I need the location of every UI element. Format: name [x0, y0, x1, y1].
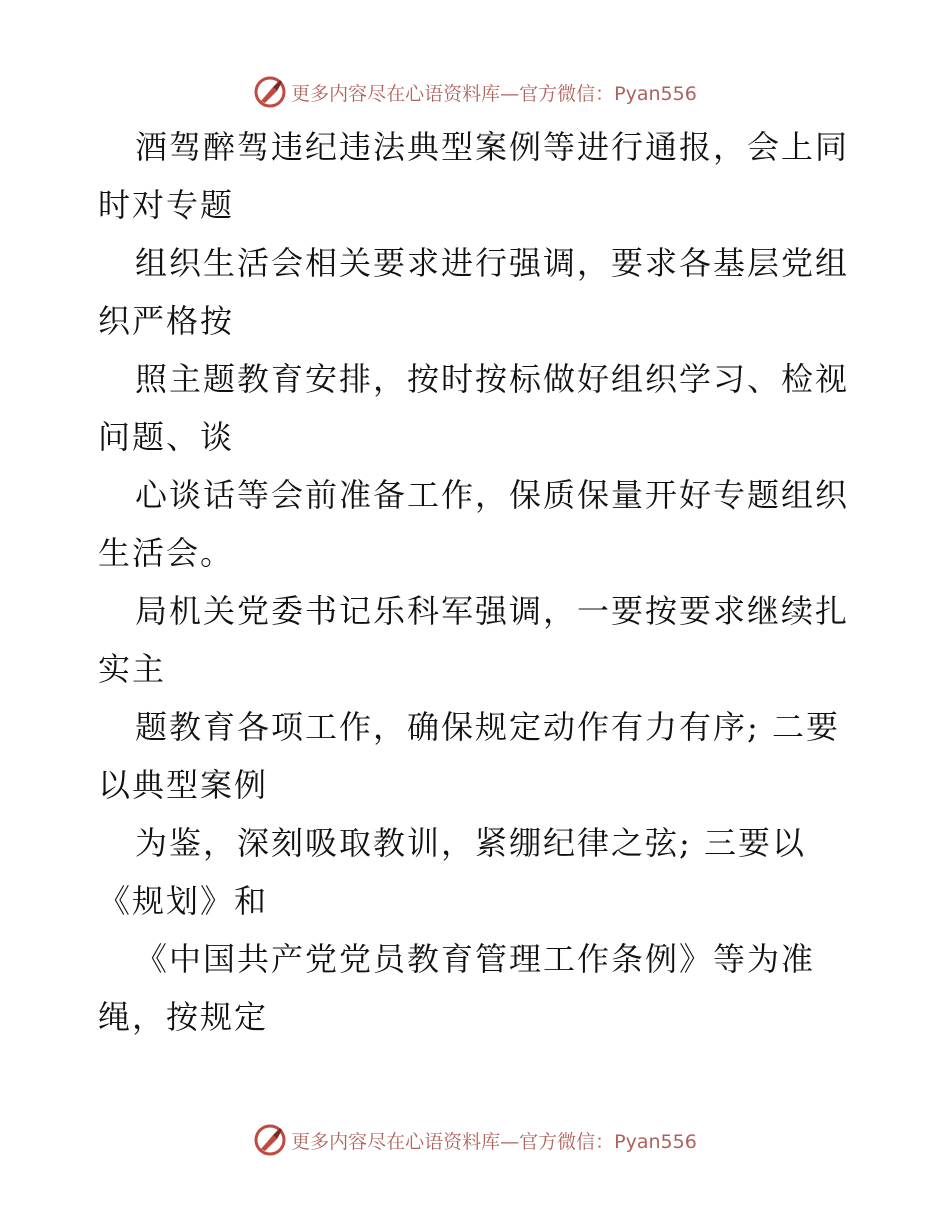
- paragraph-line: 《规划》和: [98, 882, 269, 920]
- banner-wechat-id: Pyan556: [614, 82, 697, 105]
- paragraph: [98, 466, 868, 582]
- paragraph-line: 以典型案例: [98, 766, 269, 804]
- footer-banner: [0, 1120, 950, 1160]
- paragraph-line: 组织生活会相关要求进行强调，要求各基层党组: [135, 244, 850, 282]
- paragraph-line: 问题、谈: [98, 418, 235, 456]
- paragraph: [98, 118, 868, 234]
- paragraph-line: 绳，按规定: [98, 998, 269, 1036]
- document-body: [98, 118, 868, 1046]
- paragraph: [98, 234, 868, 350]
- paragraph: [98, 930, 868, 1046]
- logo-icon: [253, 75, 287, 109]
- banner-wechat-id: Pyan556: [614, 1130, 697, 1153]
- paragraph-line: 心谈话等会前准备工作，保质保量开好专题组织: [135, 476, 850, 514]
- paragraph-line: 生活会。: [98, 534, 235, 572]
- paragraph: [98, 350, 868, 466]
- paragraph-line: 《中国共产党党员教育管理工作条例》等为准: [135, 940, 816, 978]
- paragraph-line: 为鉴，深刻吸取教训，紧绷纪律之弦; 三要以: [135, 824, 806, 862]
- paragraph: [98, 698, 868, 814]
- paragraph-line: 酒驾醉驾违纪违法典型案例等进行通报，会上同: [135, 128, 850, 166]
- header-banner: [0, 72, 950, 112]
- paragraph: [98, 814, 868, 930]
- paragraph-line: 局机关党委书记乐科军强调，一要按要求继续扎: [135, 592, 850, 630]
- banner-text-cn: 更多内容尽在心语资料库—官方微信：: [291, 1130, 615, 1153]
- logo-icon: [253, 1123, 287, 1157]
- paragraph-line: 照主题教育安排，按时按标做好组织学习、检视: [135, 360, 850, 398]
- banner-text-cn: 更多内容尽在心语资料库—官方微信：: [291, 82, 615, 105]
- paragraph-line: 时对专题: [98, 186, 235, 224]
- paragraph-line: 实主: [98, 650, 167, 688]
- banner-text: [291, 1127, 697, 1154]
- paragraph-line: 织严格按: [98, 302, 235, 340]
- banner-text: [291, 79, 697, 106]
- paragraph-line: 题教育各项工作，确保规定动作有力有序; 二要: [135, 708, 840, 746]
- paragraph: [98, 582, 868, 698]
